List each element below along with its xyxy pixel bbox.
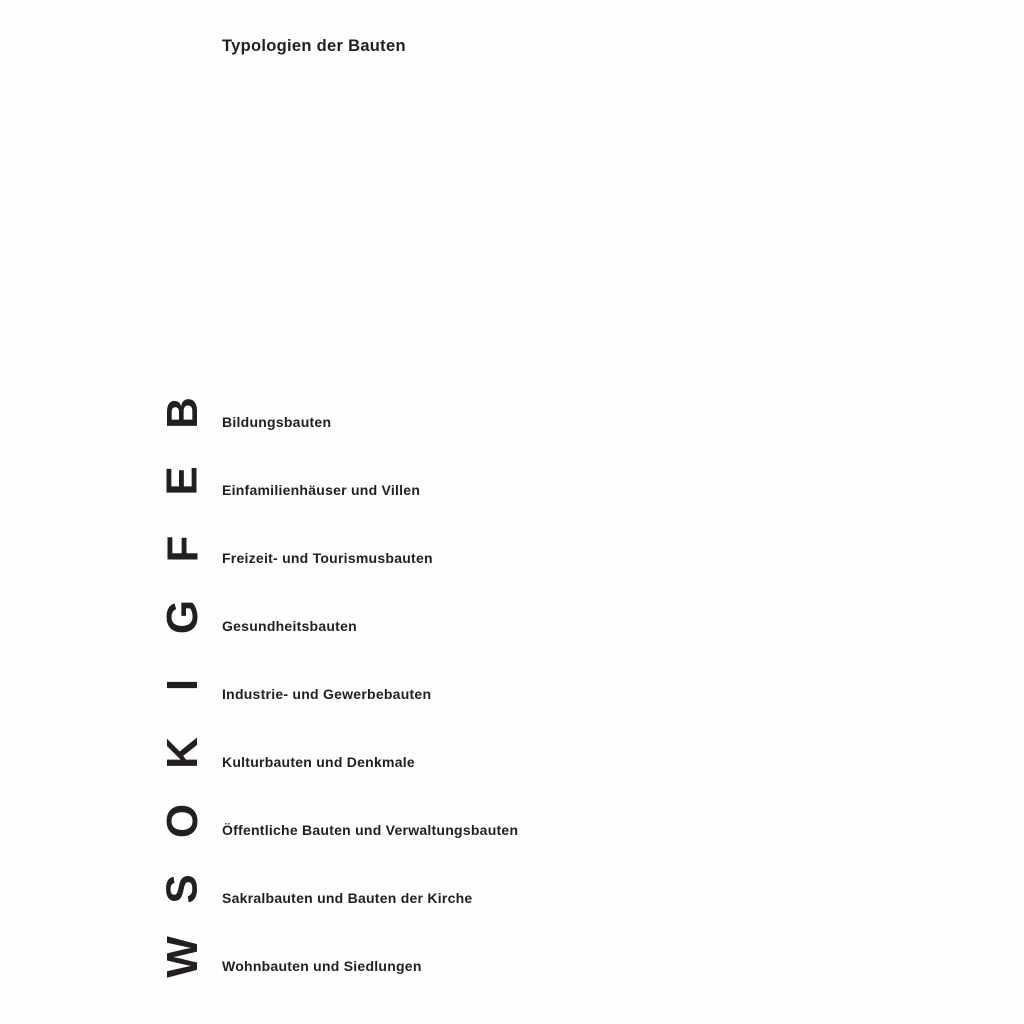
typology-row-oeffentliche: [157, 796, 860, 864]
typology-row-kulturbauten: [160, 728, 860, 796]
typology-row-freizeit: [157, 524, 860, 592]
rotated-letter-box: [157, 583, 207, 651]
typology-row-einfamilienhaeuser: [157, 456, 860, 524]
typology-label: Bildungsbauten: [222, 414, 332, 430]
typology-label: Sakralbauten und Bauten der Kirche: [222, 890, 473, 906]
typology-letter: K: [158, 737, 207, 769]
typology-row-wohnbauten: [160, 932, 860, 1000]
typology-letter: G: [157, 599, 207, 635]
typology-row-sakralbauten: [157, 864, 860, 932]
typology-label: Öffentliche Bauten und Verwaltungsbauten: [222, 822, 519, 838]
typology-label: Gesundheitsbauten: [222, 618, 357, 634]
rotated-letter-box: [157, 651, 207, 719]
typology-letter: F: [157, 535, 207, 563]
rotated-letter-box: [160, 923, 206, 991]
typology-letter: O: [157, 803, 207, 839]
typology-letter: S: [157, 874, 207, 904]
rotated-letter-box: [157, 515, 207, 583]
typology-label: Freizeit- und Tourismusbauten: [222, 550, 433, 566]
rotated-letter-box: [157, 447, 207, 515]
typology-label: Kulturbauten und Denkmale: [222, 754, 415, 770]
rotated-letter-box: [160, 719, 206, 787]
typology-letter: I: [157, 678, 207, 692]
typology-letter: W: [158, 936, 207, 978]
page-title: Typologien der Bauten: [222, 37, 406, 55]
typology-label: Einfamilienhäuser und Villen: [222, 482, 421, 498]
typology-letter: E: [157, 466, 207, 496]
typology-row-industrie: [157, 660, 860, 728]
typology-label: Wohnbauten und Siedlungen: [222, 958, 422, 974]
rotated-letter-box: [157, 855, 207, 923]
typology-letter: B: [158, 397, 207, 429]
rotated-letter-box: [160, 379, 206, 447]
typology-label: Industrie- und Gewerbebauten: [222, 686, 432, 702]
typology-list: [157, 388, 860, 1000]
typology-row-gesundheitsbauten: [157, 592, 860, 660]
rotated-letter-box: [157, 787, 207, 855]
typology-row-bildungsbauten: [160, 388, 860, 456]
